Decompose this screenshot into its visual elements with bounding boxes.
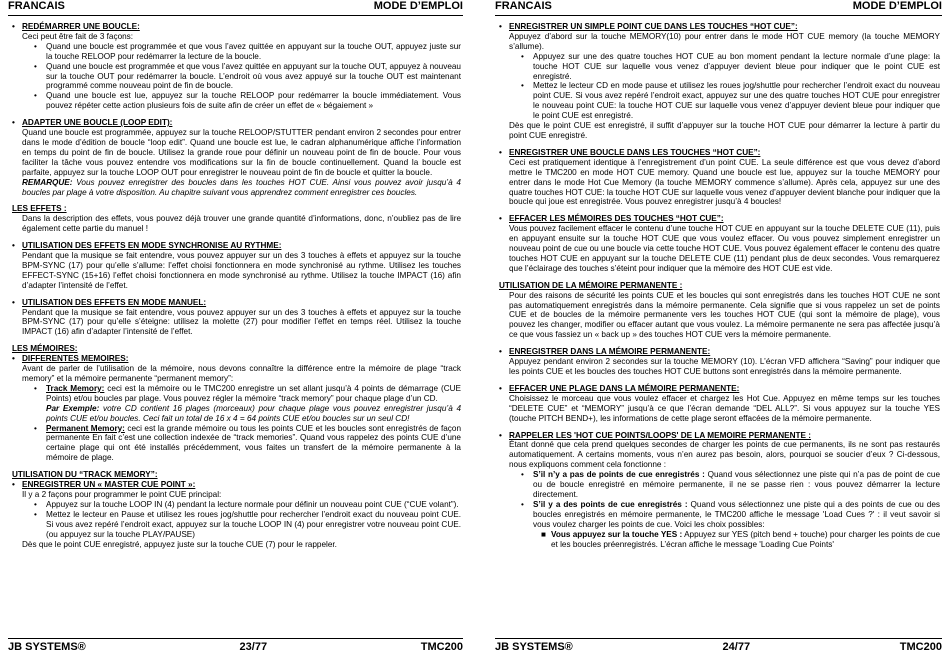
page-content [12,22,461,556]
bullet-icon: • [34,423,37,433]
page-header [495,0,942,16]
bullet-icon: • [499,383,502,393]
section-body: Pendant que la musique se fait entendre, vous pouvez appuyer sur un des 3 touches à effets et appuyez sur la touche BPM-SYNC (17) pour qu’elle s’éteigne: utilisez la molette (27) pour modifier l’effet en temps réel. Utilisez la touche IMPACT (16) afin d’adapter l’intensité de l’effet. [22,307,461,337]
section-effects-manual [12,298,461,338]
section-effects [12,204,461,234]
bullet-icon: • [12,118,15,128]
section-loop-edit [12,118,461,197]
bullet-icon: • [12,241,15,251]
list-item: • Mettez le lecteur en Pause et utilisez les roues jog/shuttle pour rechercher l’endroit exact du nouveau point CUE. Si vous avez repéré l’endroit exact, appuyez sur la touche LOOP IN (4) pour enregistrer votre nouveau point CUE. (ou appuyez sur la touche PLAY/PAUSE) [34,509,461,539]
bullet-icon: • [12,297,15,307]
bullet-icon: • [34,509,37,519]
left-page [8,0,463,654]
chapter-title: LES MÉMOIRES: [12,344,78,354]
bullet-icon: • [12,22,15,31]
bullet-icon: • [521,470,524,480]
page-content [499,22,940,556]
bullet-list [12,42,461,111]
chapter-title: LES EFFETS : [12,204,67,214]
section-hotcue-loop [499,148,940,207]
header-language: FRANCAIS [495,0,552,12]
bullet-icon: • [521,81,524,91]
section-title: EFFACER UNE PLAGE DANS LA MÉMOIRE PERMANENTE: [509,383,740,393]
section-title: ENREGISTRER DANS LA MÉMOIRE PERMANENTE: [509,347,711,357]
square-bullet-icon: ■ [541,529,546,539]
page-footer [495,641,942,654]
bullet-list [12,500,461,540]
section-body: Pendant que la musique se fait entendre, vous pouvez appuyer sur un des 3 touches à effets et appuyez sur la touche BPM-SYNC (17) pour qu’elle s’allume: l’effet choisi fonctionnera en mode synchronisé au rythme. Utilisez les touches EFFECT-SYNC (15+16) l’effet choisi fonctionnera en mode synchronisé au rythme. Utilisez la touche IMPACT (16) afin d’adapter l’intensité de l’effet. [22,251,461,290]
section-hotcue-delete [499,214,940,273]
list-item: • Quand une boucle est programmée et que vous l’avez quittée en appuyant sur la touche OUT, appuyez à nouveau sur la touche OUT pour redémarrer la boucle. L’endroit où vous avez appuyé sur la touche OUT est maintenant programmé comme nouveau point de fin de boucle. [34,61,461,91]
section-title: ENREGISTRER UN « MASTER CUE POINT »: [22,480,196,490]
section-body: Pour des raisons de sécurité les points CUE et les boucles qui sont enregistrés dans les touches HOT CUE ne sont pas automatiquement enregistrés dans la mémoire permanente. Cela signifie que si vous rappelez un set de points CUE et de boucles de la mémoire permanente vers les touches HOT CUE (qui sont la mémoire de plage), vous pouvez les changer, modifier ou effacer autant que vous voulez. La mémoire permanente ne sera pas affectée jusqu’à ce que vous fassiez un « back up » des touches HOT CUE vers la mémoire permanente. [509,290,940,340]
section-intro: Il y a 2 façons pour programmer le point CUE principal: [22,489,222,499]
section-title: ENREGISTRER UN SIMPLE POINT CUE DANS LES TOUCHES “HOT CUE”: [509,22,798,31]
chapter-title: UTILISATION DE LA MÉMOIRE PERMANENTE : [499,280,683,290]
bullet-icon: • [34,499,37,509]
section-recall-permanent [499,431,940,550]
section-title: UTILISATION DES EFFETS EN MODE SYNCHRONISE AU RYTHME: [22,241,282,251]
section-title: ENREGISTRER UNE BOUCLE DANS LES TOUCHES “HOT CUE”: [509,147,761,157]
list-item: ■ Vous appuyez sur la touche YES : Appuyez sur YES (pitch bend + touche) pour charger les points de cue et les boucles préenregistrés. L’écran affiche le message 'Loading Cue Points' [541,529,941,549]
bullet-icon: • [34,383,37,393]
bullet-icon: • [34,91,37,101]
bullet-icon: • [12,354,15,364]
right-page [495,0,942,654]
page-number: 23/77 [239,641,268,653]
list-item: • S’il n’y a pas de points de cue enregistrés : Quand vous sélectionnez une piste qui n’a pas de point de cue ou de boucle enregistré en mémoire permanente, il ne se passe rien : vous pouvez démarrer la lecture directement. [521,470,940,499]
bullet-icon: • [499,347,502,357]
bullet-icon: • [499,22,502,31]
footer-rule [8,638,463,639]
section-intro: Avant de parler de l’utilisation de la mémoire, nous devons connaître la différence entre la mémoire de plage “track memory” et la mémoire permanente “permanent memory”: [22,364,461,383]
section-title: REDÉMARRER UNE BOUCLE: [22,22,140,31]
bullet-icon: • [499,147,502,157]
bullet-icon: • [521,51,524,61]
bullet-icon: • [34,61,37,71]
bullet-icon: • [34,41,37,51]
section-delete-permanent [499,384,940,424]
remark-text: REMARQUE: Vous pouvez enregistrer des boucles dans les touches HOT CUE. Ainsi vous pouvez avoir jusqu’à 4 boucles par plage à votre disposition. Au chapitre suivant vous apprendrez comment enregistrer ces boucles. [22,177,461,197]
section-restart-loop [12,22,461,111]
section-title: UTILISATION DES EFFETS EN MODE MANUEL: [22,297,207,307]
section-intro: Étant donné que cela prend quelques secondes de charger les points de cue permanents, ils ne sont pas restaurés automatiquement. A certains moments, vous n’en aurez pas besoin, alors, pourquoi se soucier d’eux ? Ci-dessous, nous expliquons comment cela fonctionne : [509,440,940,470]
list-item: • Quand une boucle est programmée et que vous l’avez quittée en appuyant sur la touche OUT, appuyez juste sur la touche RELOOP pour redémarrer la lecture de la boucle. [34,41,461,61]
section-intro: Appuyez d’abord sur la touche MEMORY(10) pour entrer dans le mode HOT CUE memory (la touche MEMORY s’allume). [509,31,940,51]
bullet-icon: • [521,499,524,509]
page-number: 24/77 [722,641,751,653]
footer-model: TMC200 [899,641,942,653]
bullet-icon: • [499,430,502,440]
header-rule [495,15,942,16]
section-title: RAPPELER LES 'HOT CUE POINTS/LOOPS' DE LA MEMOIRE PERMANENTE : [509,430,812,440]
page-header [8,0,463,16]
list-item: • Mettez le lecteur CD en mode pause et utilisez les roues jog/shuttle pour rechercher l’endroit exact du nouveau point CUE. Si vous avez repéré l’endroit exact, appuyez sur une des quatre touches HOT CUE pour enregistrer le nouveau point CUE: la touche HOT CUE sur laquelle vous venez d’appuyer devient bleue pour indiquer que le point CUE est enregistré. [521,81,940,121]
section-body: Appuyez pendant environ 2 secondes sur la touche MEMORY (10). L’écran VFD affichera “Saving” pour indiquer que les points CUE et les boucles des touches HOT CUE buttons sont enregistrés dans la mémoire permanente. [509,357,940,376]
chapter-title: UTILISATION DU “TRACK MEMORY”: [12,470,158,480]
section-save-permanent [499,347,940,377]
bullet-list-nested [499,530,940,550]
section-intro: Ceci peut être fait de 3 façons: [22,31,134,41]
header-language: FRANCAIS [8,0,65,12]
section-permanent-memory [499,281,940,340]
header-title: MODE D’EMPLOI [373,0,463,12]
section-title: EFFACER LES MÉMOIRES DES TOUCHES “HOT CUE”: [509,214,724,224]
section-hotcue-point [499,22,940,141]
list-item: • Appuyez sur la touche LOOP IN (4) pendant la lecture normale pour définir un nouveau point CUE (“CUE volant”). [34,499,459,509]
section-track-memory [12,470,461,549]
section-body: Vous pouvez facilement effacer le contenu d’une touche HOT CUE en appuyant sur la touche DELETE CUE (11), puis en appuyant ensuite sur la touche HOT CUE que vous voulez effacer. Ou vous pouvez simplement enregistrer un nouveau point de cue ou une boucle via cette touche HOT CUE. Vous pouvez également effacer le contenu des quatre touches HOT CUE en appuyant sur la touche DELETE CUE (11) pendant plus de deux secondes. Vous remarquerez que l’éclairage des touches s’éteint pour indiquer que la mémoire des HOT CUE est vide. [509,224,940,273]
section-memories [12,344,461,463]
section-outro: Dès que le point CUE enregistré, appuyez juste sur la touche CUE (7) pour le rappeler. [22,539,337,549]
header-rule [8,15,463,16]
section-body: Quand une boucle est programmée, appuyez sur la touche RELOOP/STUTTER pendant environ 2 secondes pour entrer dans le mode d’édition de boucle “loop edit”. Quand une boucle est lue, le cadran alphanumérique affiche l’information en temps du point de fin de boucle. Utilisez la grande roue pour définir un nouveau point de fin de boucle. Pour vous faciliter la tâche vous pouvez entendre vos modifications sur la fin de boucle continuellement. Quand la boucle est parfaite, appuyez sur la touche LOOP OUT pour enregistrer le nouveau point de fin de boucle et quitter la boucle. [22,128,461,177]
bullet-icon: • [12,480,15,490]
list-item: • S’il y a des points de cue enregistrés : Quand vous sélectionnez une piste qui a des points de cue ou des boucles enregistrés en mémoire permanente, le TMC200 affiche le message 'Load Cues ?' : il veut savoir si vous voulez charger les points de cue. Voici les choix possibles: [521,499,940,529]
footer-rule [495,638,942,639]
footer-model: TMC200 [420,641,463,653]
section-body: Dans la description des effets, vous pouvez déjà trouver une grande quantité d’informations, donc, n’oubliez pas de lire également cette partie du manuel ! [22,214,461,234]
bullet-icon: • [499,214,502,224]
list-item: • Track Memory: ceci est la mémoire ou le TMC200 enregistre un set allant jusqu’à 4 points de démarrage (CUE Points) et/ou boucles par plage. Vous pouvez régler la mémoire “track memory” pour chaque plage d’un CD. Par Exemple: votre CD contient 16 plages (morceaux) pour chaque plage vous pouvez enregistrer jusqu’à 4 points CUE et/ou boucles. Ceci fait un total de 16 x 4 = 64 points CUE et/ou boucles sur un seul CD! [34,383,462,423]
bullet-list [12,384,461,463]
footer-brand: JB SYSTEMS® [495,641,573,653]
list-item: • Permanent Memory: ceci est la grande mémoire ou tous les points CUE et les boucles sont enregistrés de façon permanente En fait c’est une collection indexée de “track memories”. Quand vous rappelez des points CUE d’une certaine plage qui ont été installés précédemment, vous faites un transfert de la mémoire permanente à la mémoire de plage. [34,423,461,463]
bullet-list [499,470,940,529]
list-item: • Appuyez sur une des quatre touches HOT CUE au bon moment pendant la lecture normale d’une plage: la touche HOT CUE sur laquelle vous venez d’appuyer devient bleue pour indiquer que le point CUE est enregistré. [521,51,940,81]
header-title: MODE D’EMPLOI [852,0,942,12]
list-item: • Quand une boucle est lue, appuyez sur la touche RELOOP pour redémarrer la boucle immédiatement. Vous pouvez répéter cette action plusieurs fois de suite afin de créer un effet de « bégaiement » [34,91,461,111]
section-title: DIFFERENTES MEMOIRES: [22,354,129,364]
section-body: Choisissez le morceau que vous voulez effacer et chargez les Hot Cue. Appuyez en même temps sur les touches “DELETE CUE” et “MEMORY” jusqu’à ce que l’écran demande “DEL ALL?”. Si vous appuyez sur la touche YES (touche PITCH BEND+), les informations de cette plage seront effacées de la mémoire permanente. [509,393,940,423]
bullet-list [499,52,940,121]
section-outro: Dès que le point CUE est enregistré, il suffit d’appuyer sur la touche HOT CUE pour démarrer la lecture à partir du point CUE enregistré. [509,121,940,140]
section-effects-sync [12,241,461,291]
section-title: ADAPTER UNE BOUCLE (LOOP EDIT): [22,118,173,128]
page-footer [8,641,463,654]
footer-brand: JB SYSTEMS® [8,641,86,653]
section-body: Ceci est pratiquement identique à l’enregistrement d’un point CUE. La seule différence est que vous devez d’abord mettre le TMC200 en mode HOT CUE memory. Quand une boucle est lue, appuyez sur la touche MEMORY pour entrer dans le mode Hot Cue Memory (la touche MEMORY commence s’allume). Après cela, appuyez sur une des quatre touches HOT CUE: la touche HOT CUE sur laquelle vous venez d’appuyer devient blanche pour indiquer que la boucle qui joue est enregistrée. Vous pouvez enregistrer jusqu’à 4 boucles! [509,157,940,207]
